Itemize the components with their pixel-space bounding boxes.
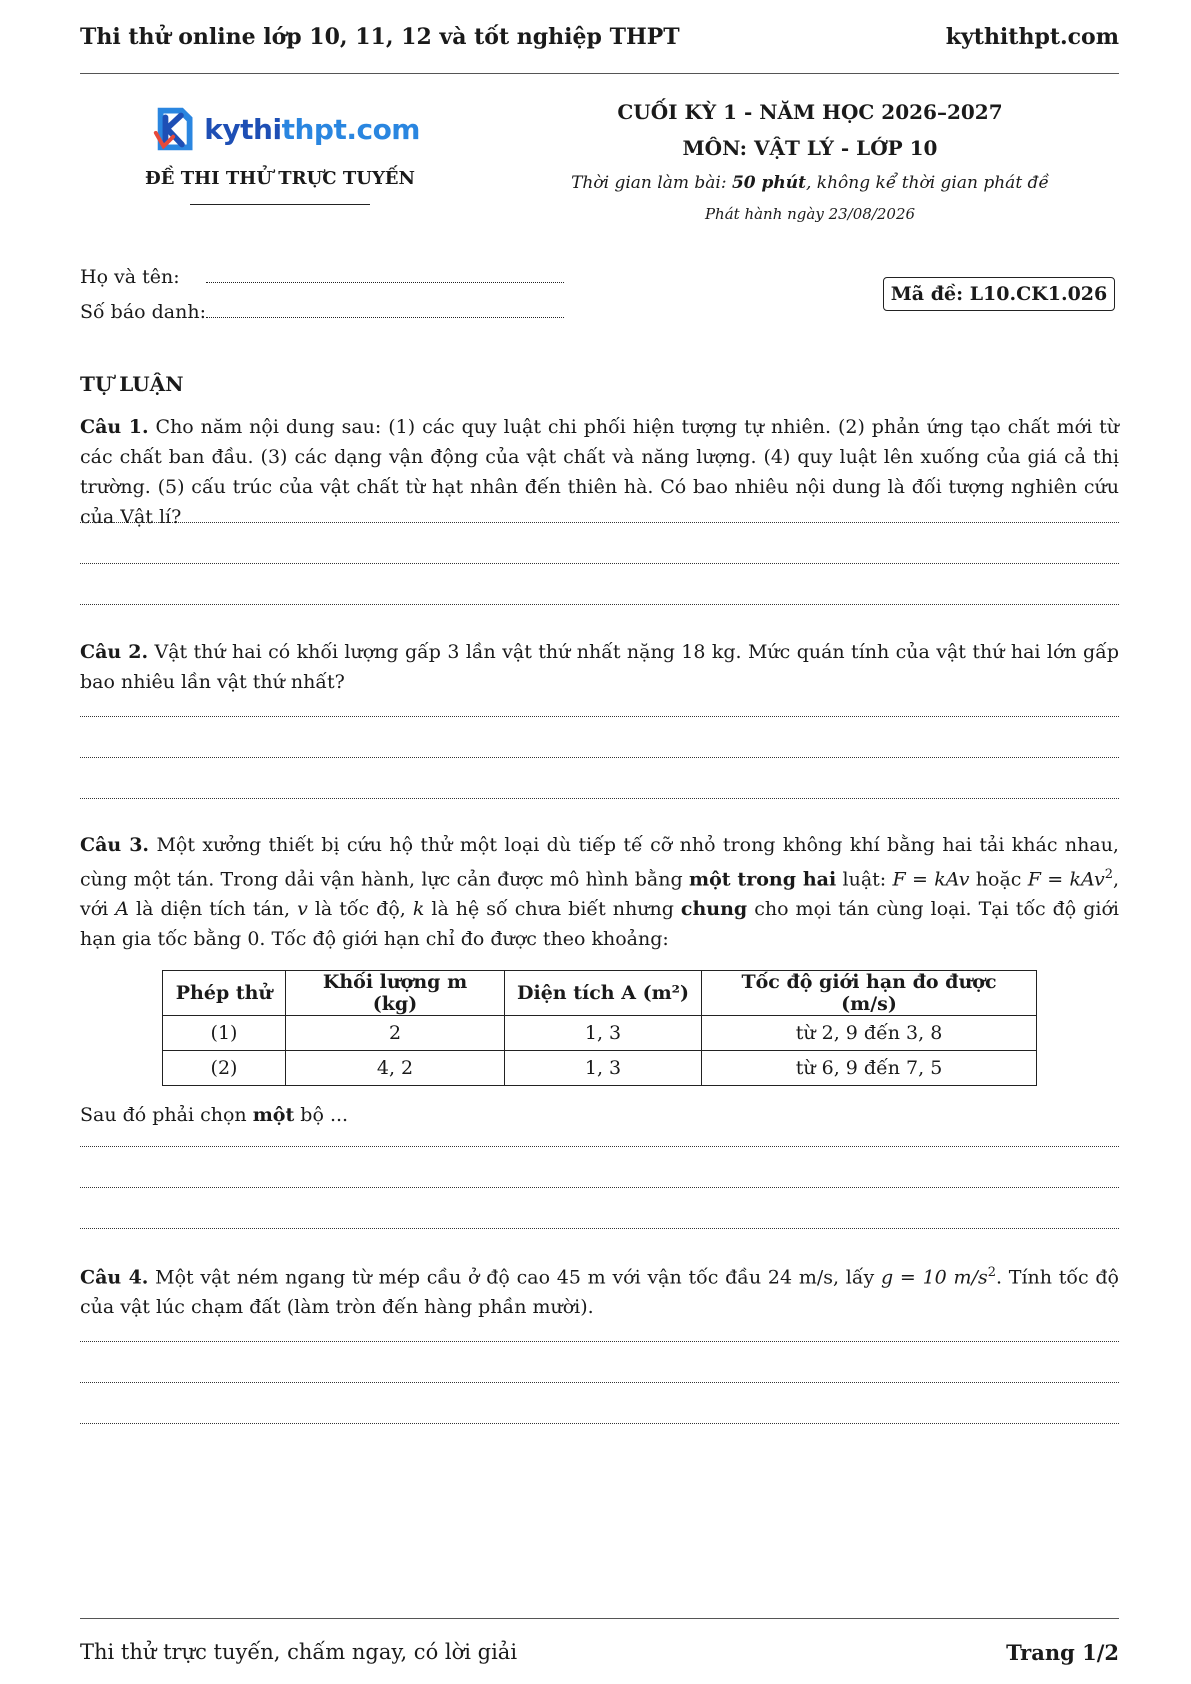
question-3: Câu 3. Một xưởng thiết bị cứu hộ thử một loại dù tiếp tế cỡ nhỏ trong không khí bằng hai tải khác nhau, cùng một tán. Trong dải vận hành, lực cản được mô hình bằng một trong hai luật: F = kAv hoặc F = kAv$^2$, với A là diện tích tán, v là tốc độ, k là hệ số chưa biết nhưng chung cho mọi tán cùng loại. Tại tốc độ giới hạn gia tốc bằng 0. Tốc độ giới hạn chỉ đo được theo khoảng:: [80, 834, 1120, 951]
table-header-row: [163, 971, 1037, 1016]
question-4: Câu 4. Một vật ném ngang từ mép cầu ở độ cao 45 m với vận tốc đầu 24 m/s, lấy g = 10 $m/s^2$. Tính tốc độ của vật lúc chạm đất (làm tròn đến hàng phần mười).: [80, 1265, 1119, 1319]
answer-line[interactable]: [80, 604, 1119, 605]
table-cell: 1, 3: [505, 1016, 702, 1051]
table-cell: 4, 2: [286, 1051, 505, 1086]
table-cell: từ 6, 9 đến 7, 5: [702, 1051, 1037, 1086]
student-id-dots: [206, 301, 564, 318]
question-3-continuation: Sau đó phải chọn một bộ ...: [80, 1104, 349, 1126]
table-cell: 1, 3: [505, 1051, 702, 1086]
col-header: Tốc độ giới hạn đo được (m/s): [702, 971, 1037, 1016]
answer-line[interactable]: [80, 1423, 1119, 1424]
subtitle-underline: [190, 204, 370, 205]
exam-duration: Thời gian làm bài: 50 phút, không kể thời gian phát đề: [571, 173, 1049, 193]
kythithpt-logo-icon: [150, 103, 198, 155]
answer-line[interactable]: [80, 1341, 1119, 1342]
page-number: Trang 1/2: [1006, 1640, 1119, 1665]
answer-line[interactable]: [80, 563, 1119, 564]
header-site: kythithpt.com: [945, 24, 1119, 50]
answer-line[interactable]: [80, 1382, 1119, 1383]
answer-line[interactable]: [80, 1228, 1119, 1229]
logo-text: kythithpt.com: [204, 112, 420, 146]
answer-line[interactable]: [80, 1187, 1119, 1188]
table-row: [163, 1016, 1037, 1051]
header-rule: [80, 73, 1119, 74]
header-title: Thi thử online lớp 10, 11, 12 và tốt nghiệp THPT: [80, 24, 680, 50]
table-row: [163, 1051, 1037, 1086]
name-label: Họ và tên:: [80, 266, 180, 288]
footer-slogan: Thi thử trực tuyến, chấm ngay, có lời giải: [80, 1640, 518, 1664]
question-2: Câu 2. Vật thứ hai có khối lượng gấp 3 lần vật thứ nhất nặng 18 kg. Mức quán tính của vật thứ hai lớn gấp bao nhiêu lần vật thứ nhất?: [80, 641, 1119, 693]
exam-term: CUỐI KỲ 1 - NĂM HỌC 2026–2027: [617, 100, 1003, 124]
exam-subject: MÔN: VẬT LÝ - LỚP 10: [682, 136, 938, 160]
name-dots: [206, 266, 564, 283]
exam-code-box: Mã đề: L10.CK1.026: [883, 277, 1115, 311]
col-header: Diện tích A (m²): [505, 971, 702, 1016]
name-field[interactable]: [80, 266, 564, 288]
student-id-label: Số báo danh:: [80, 301, 207, 323]
terminal-speed-table: [162, 970, 1037, 1086]
table-cell: (2): [163, 1051, 286, 1086]
col-header: Phép thử: [163, 971, 286, 1016]
table-cell: 2: [286, 1016, 505, 1051]
page-footer: [80, 1640, 1119, 1665]
table-cell: (1): [163, 1016, 286, 1051]
exam-release-date: Phát hành ngày 23/08/2026: [704, 205, 916, 223]
answer-line[interactable]: [80, 1146, 1119, 1147]
answer-line[interactable]: [80, 716, 1119, 717]
table-cell: từ 2, 9 đến 3, 8: [702, 1016, 1037, 1051]
exam-info: [540, 96, 1080, 228]
col-header: Khối lượng m (kg): [286, 971, 505, 1016]
top-header: [80, 22, 1119, 52]
student-id-field[interactable]: [80, 301, 564, 323]
answer-line[interactable]: [80, 522, 1119, 523]
answer-line[interactable]: [80, 798, 1119, 799]
question-1: Câu 1. Cho năm nội dung sau: (1) các quy luật chi phối hiện tượng tự nhiên. (2) phản ứng tạo chất mới từ các chất ban đầu. (3) các dạng vận động của vật chất và năng lượng. (4) quy luật lên xuống của giá cả thị trường. (5) cấu trúc của vật chất từ hạt nhân đến thiên hà. Có bao nhiêu nội dung là đối tượng nghiên cứu của Vật lí?: [80, 416, 1119, 528]
section-title: TỰ LUẬN: [80, 372, 184, 396]
online-exam-subtitle: ĐỀ THI THỬ TRỰC TUYẾN: [145, 168, 415, 189]
answer-line[interactable]: [80, 757, 1119, 758]
logo: [150, 100, 420, 158]
footer-rule: [80, 1618, 1119, 1619]
